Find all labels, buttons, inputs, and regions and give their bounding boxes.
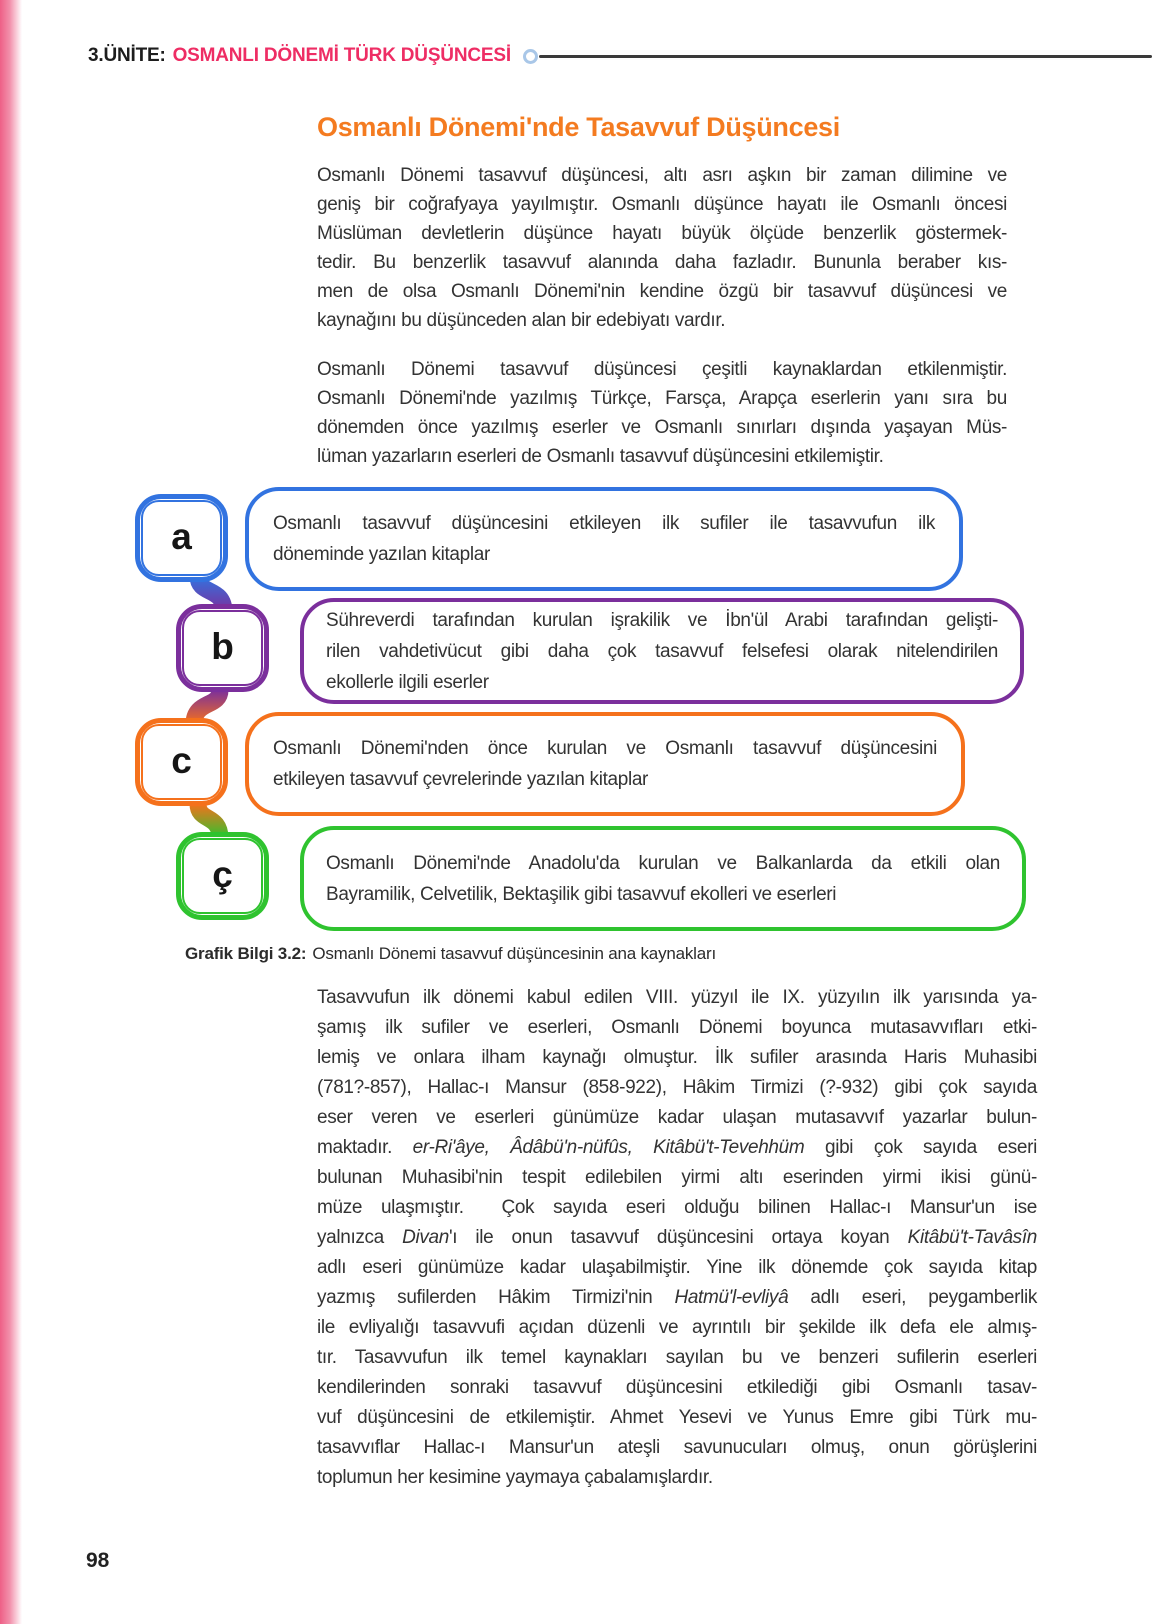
figure-caption xyxy=(185,944,716,964)
figure-caption-label: Grafik Bilgi 3.2: xyxy=(185,944,307,963)
paragraph-1 xyxy=(317,161,1007,335)
text-line: lemiş ve onlara ilham kaynağı olmuştur. İlk sufiler arasında Haris Muhasibi xyxy=(317,1047,1037,1068)
unit-header xyxy=(88,45,1152,67)
left-accent-stripe xyxy=(0,0,22,1624)
text-line: dönemden önce yazılmış eserler ve Osmanlı sınırları dışında yaşayan Müs- xyxy=(317,417,1007,438)
text-line: ekollerle ilgili eserler xyxy=(326,671,489,693)
text-line: geniş bir coğrafyaya yayılmıştır. Osmanlı düşünce hayatı ile Osmanlı öncesi xyxy=(317,194,1007,215)
text-line: Osmanlı Dönemi'nden önce kurulan ve Osmanlı tasavvuf düşüncesini xyxy=(273,738,937,759)
diagram-box-c xyxy=(245,712,965,816)
diagram-box-b xyxy=(300,598,1024,704)
text-line: ile evliyalığı tasavvufi açıdan düzenli ve ayrıntılı bir şekilde ilk defa ele almış- xyxy=(317,1317,1037,1338)
paragraph-3 xyxy=(317,983,1037,1493)
unit-number: 3.ÜNİTE: xyxy=(88,45,166,66)
label-letter-a: a xyxy=(171,515,192,557)
page-number: 98 xyxy=(86,1549,110,1572)
text-line: toplumun her kesimine yaymaya çabalamışlardır. xyxy=(317,1467,713,1488)
text-line: yazmış sufilerden Hâkim Tirmizi'nin Hatmü'l-evliyâ adlı eseri, peygamberlik xyxy=(317,1287,1037,1308)
text-line: Osmanlı Dönemi'nde yazılmış Türkçe, Farsça, Arapça eserlerin yanı sıra bu xyxy=(317,388,1007,409)
text-line: bulunan Muhasibi'nin tespit edilebilen yirmi altı eserinden yirmi ikisi günü- xyxy=(317,1167,1037,1188)
paragraph-2 xyxy=(317,355,1007,471)
text-line: kendilerinden sonraki tasavvuf düşüncesini etkilediği gibi Osmanlı tasav- xyxy=(317,1377,1037,1398)
text-line: yalnızca Divan'ı ile onun tasavvuf düşüncesini ortaya koyan Kitâbü't-Tavâsîn xyxy=(317,1227,1037,1248)
text-line: tır. Tasavvufun ilk temel kaynakları sayılan bu ve benzeri sufilerin eserleri xyxy=(317,1347,1037,1368)
diagram-label-a xyxy=(135,494,228,582)
text-line: Osmanlı Dönemi tasavvuf düşüncesi çeşitli kaynaklardan etkilenmiştir. xyxy=(317,359,1007,380)
diagram-label-c xyxy=(135,718,228,806)
label-letter-c: c xyxy=(171,739,192,781)
text-line: döneminde yazılan kitaplar xyxy=(273,544,490,565)
label-letter-b: b xyxy=(211,625,234,667)
diagram-label-cedilla xyxy=(176,832,269,920)
text-line: Bayramilik, Celvetilik, Bektaşilik gibi tasavvuf ekolleri ve eserleri xyxy=(326,883,837,905)
diagram-box-a xyxy=(245,487,963,591)
diagram-box-b-text xyxy=(326,605,998,698)
unit-title: OSMANLI DÖNEMİ TÜRK DÜŞÜNCESİ xyxy=(172,45,511,66)
text-line: Osmanlı tasavvuf düşüncesini etkileyen ilk sufiler ile tasavvufun ilk xyxy=(273,513,935,534)
diagram-box-cedilla-text xyxy=(326,848,1000,910)
text-line: (781?-857), Hallac-ı Mansur (858-922), Hâkim Tirmizi (?-932) gibi çok sayıda xyxy=(317,1077,1037,1098)
text-line: tedir. Bu benzerlik tasavvuf alanında daha fazladır. Bununla beraber kıs- xyxy=(317,252,1007,273)
diagram-box-a-text xyxy=(273,508,935,570)
text-line: eser veren ve eserleri günümüze kadar ulaşan mutasavvıf yazarlar bulun- xyxy=(317,1107,1037,1128)
text-line: müze ulaşmıştır. Çok sayıda eseri olduğu bilinen Hallac-ı Mansur'un ise xyxy=(317,1197,1037,1218)
header-circle-icon xyxy=(523,49,538,64)
header-rule xyxy=(539,55,1152,58)
text-line: lüman yazarların eserleri de Osmanlı tasavvuf düşüncesini etkilemiştir. xyxy=(317,446,884,467)
label-letter-cedilla: ç xyxy=(212,853,233,895)
text-line: rilen vahdetivücut gibi daha çok tasavvuf felsefesi olarak nitelendirilen xyxy=(326,640,998,662)
section-title: Osmanlı Dönemi'nde Tasavvuf Düşüncesi xyxy=(317,112,840,142)
text-line: men de olsa Osmanlı Dönemi'nin kendine özgü bir tasavvuf düşüncesi ve xyxy=(317,281,1007,302)
text-line: vuf düşüncesini de etkilemiştir. Ahmet Yesevi ve Yunus Emre gibi Türk mu- xyxy=(317,1407,1037,1428)
text-line: tasavvıflar Hallac-ı Mansur'un ateşli savunucuları olmuş, onun görüşlerini xyxy=(317,1437,1037,1458)
text-line: Müslüman devletlerin düşünce hayatı büyük ölçüde benzerlik göstermek- xyxy=(317,223,1007,244)
diagram-box-cedilla xyxy=(300,826,1026,931)
text-line: kaynağını bu düşünceden alan bir edebiyatı vardır. xyxy=(317,310,726,331)
figure-caption-text: Osmanlı Dönemi tasavvuf düşüncesinin ana kaynakları xyxy=(312,944,716,963)
diagram-label-b xyxy=(176,604,269,692)
text-line: şamış ilk sufiler ve eserleri, Osmanlı Dönemi boyunca mutasavvıfları etki- xyxy=(317,1017,1037,1038)
text-line: maktadır. er-Ri'âye, Âdâbü'n-nüfûs, Kitâbü't-Tevehhüm gibi çok sayıda eseri xyxy=(317,1137,1037,1158)
diagram-box-c-text xyxy=(273,733,937,795)
text-line: Sühreverdi tarafından kurulan işrakilik ve İbn'ül Arabi tarafından gelişti- xyxy=(326,609,998,631)
text-line: Tasavvufun ilk dönemi kabul edilen VIII. yüzyıl ile IX. yüzyılın ilk yarısında ya- xyxy=(317,987,1037,1008)
text-line: etkileyen tasavvuf çevrelerinde yazılan kitaplar xyxy=(273,769,649,790)
text-line: adlı eseri günümüze kadar ulaşabilmiştir. Yine ilk dönemde çok sayıda kitap xyxy=(317,1257,1037,1278)
text-line: Osmanlı Dönemi tasavvuf düşüncesi, altı asrı aşkın bir zaman dilimine ve xyxy=(317,165,1007,186)
text-line: Osmanlı Dönemi'nde Anadolu'da kurulan ve Balkanlarda da etkili olan xyxy=(326,852,1000,874)
